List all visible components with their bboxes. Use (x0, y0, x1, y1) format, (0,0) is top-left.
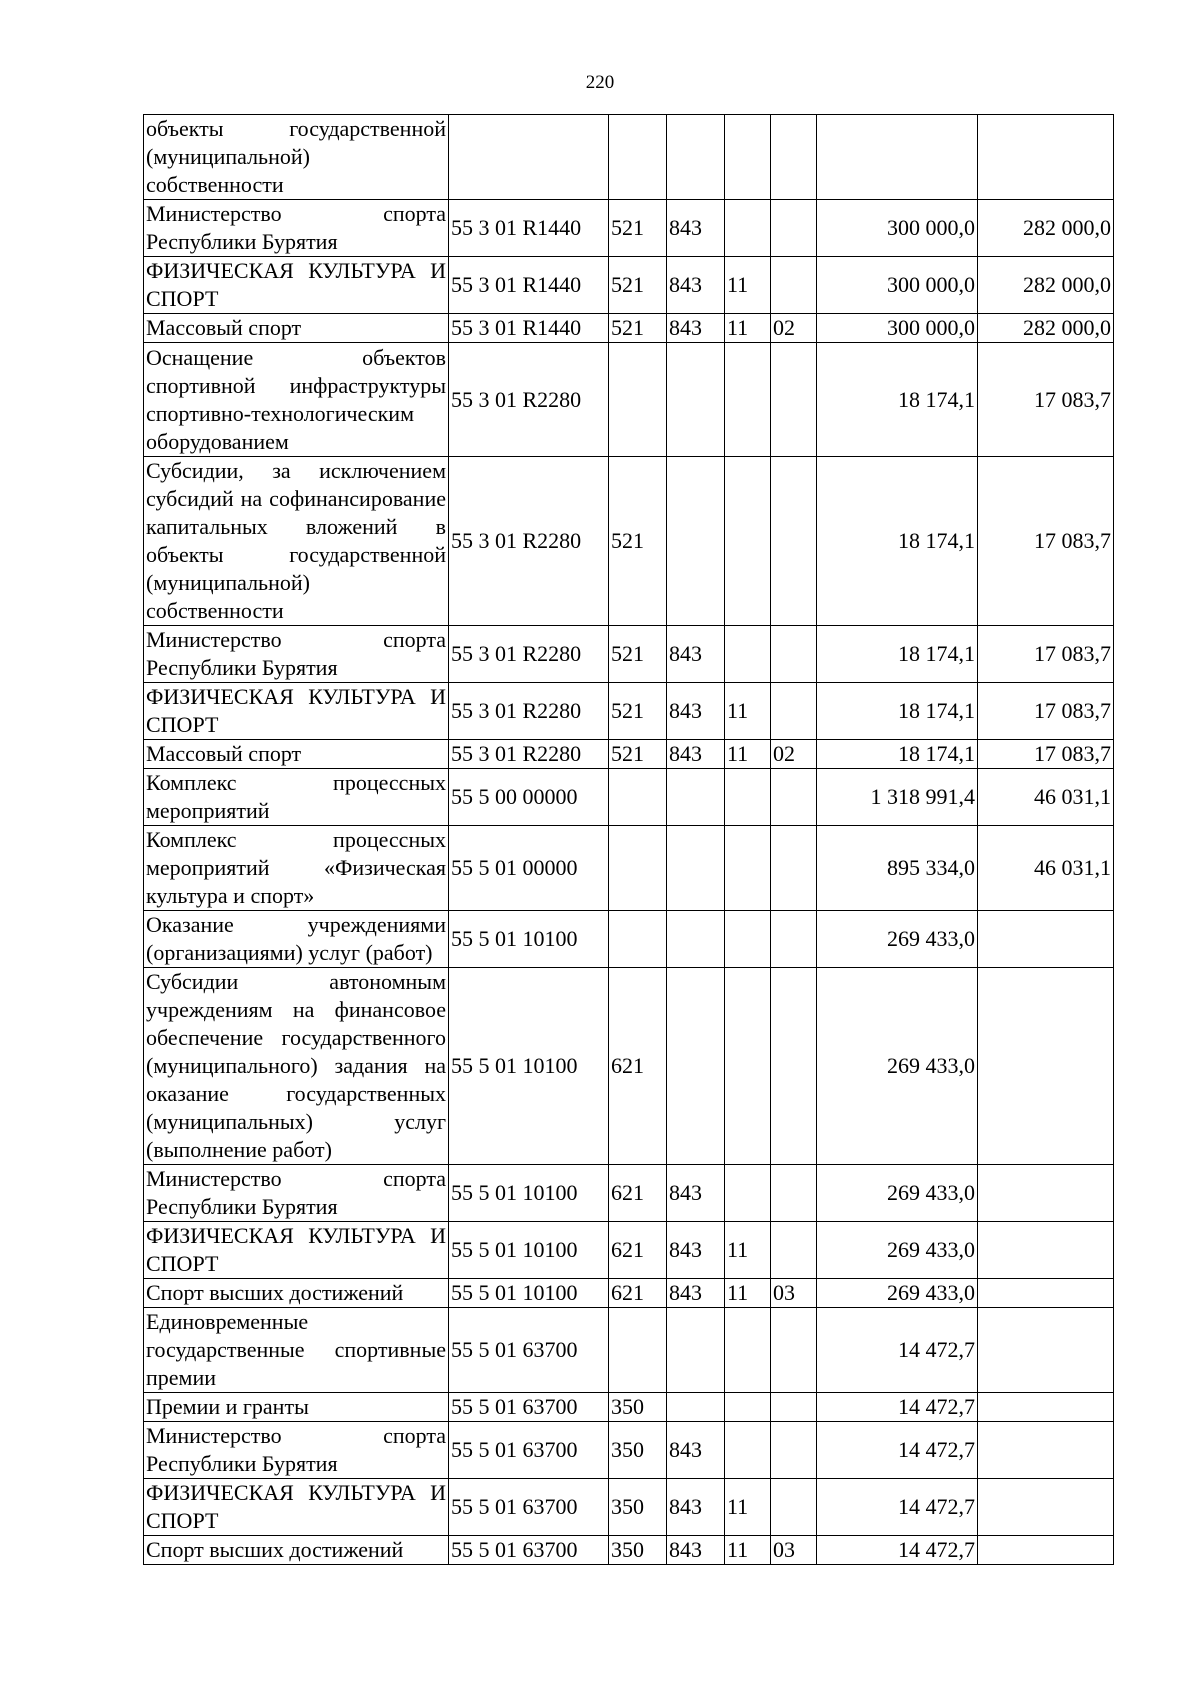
row-rz (725, 968, 771, 1165)
row-code: 55 3 01 R2280 (449, 740, 609, 769)
row-code: 55 3 01 R2280 (449, 457, 609, 626)
row-sum-1: 14 472,7 (817, 1308, 978, 1393)
row-sum-2: 17 083,7 (978, 343, 1114, 457)
row-rz (725, 826, 771, 911)
row-rz: 11 (725, 257, 771, 314)
row-vr: 350 (609, 1422, 667, 1479)
row-name: Министерство спорта Республики Бурятия (144, 200, 449, 257)
row-sum-1: 14 472,7 (817, 1536, 978, 1565)
row-code: 55 5 01 10100 (449, 968, 609, 1165)
row-sum-1: 14 472,7 (817, 1422, 978, 1479)
row-sum-1: 269 433,0 (817, 1165, 978, 1222)
table-row (144, 1222, 1114, 1279)
row-rz: 11 (725, 1222, 771, 1279)
row-sum-1: 300 000,0 (817, 314, 978, 343)
row-vr: 621 (609, 1165, 667, 1222)
row-pr (771, 257, 817, 314)
row-sum-2 (978, 1279, 1114, 1308)
row-pr (771, 1165, 817, 1222)
budget-table (143, 114, 1114, 1565)
table-row (144, 457, 1114, 626)
table-row (144, 968, 1114, 1165)
row-vr (609, 115, 667, 200)
row-grbs: 843 (667, 1165, 725, 1222)
row-rz: 11 (725, 683, 771, 740)
row-vr: 521 (609, 457, 667, 626)
row-vr: 521 (609, 200, 667, 257)
row-pr (771, 1222, 817, 1279)
row-name: Комплекс процессных мероприятий (144, 769, 449, 826)
row-rz: 11 (725, 1479, 771, 1536)
row-vr: 621 (609, 968, 667, 1165)
row-sum-2 (978, 1536, 1114, 1565)
row-pr (771, 343, 817, 457)
row-sum-1: 269 433,0 (817, 1279, 978, 1308)
row-code: 55 5 01 63700 (449, 1393, 609, 1422)
row-vr: 521 (609, 314, 667, 343)
row-rz: 11 (725, 1279, 771, 1308)
page-number: 220 (585, 72, 615, 93)
table-row (144, 257, 1114, 314)
row-name: Субсидии автономным учреждениям на финансовое обеспечение государственного (муниципального) задания на оказание государственных (муниципальных) услуг (выполнение работ) (144, 968, 449, 1165)
row-code: 55 5 01 10100 (449, 1279, 609, 1308)
row-sum-2 (978, 1422, 1114, 1479)
row-pr (771, 1308, 817, 1393)
row-pr (771, 200, 817, 257)
row-sum-1: 18 174,1 (817, 457, 978, 626)
row-code: 55 3 01 R1440 (449, 200, 609, 257)
row-pr (771, 1393, 817, 1422)
row-pr (771, 457, 817, 626)
table-row (144, 769, 1114, 826)
row-name: ФИЗИЧЕСКАЯ КУЛЬТУРА И СПОРТ (144, 1222, 449, 1279)
row-sum-1: 300 000,0 (817, 257, 978, 314)
row-code: 55 3 01 R2280 (449, 343, 609, 457)
row-sum-2 (978, 1393, 1114, 1422)
table-row (144, 826, 1114, 911)
row-grbs (667, 826, 725, 911)
row-sum-2: 17 083,7 (978, 683, 1114, 740)
row-name: Премии и гранты (144, 1393, 449, 1422)
row-sum-1: 14 472,7 (817, 1393, 978, 1422)
row-grbs (667, 457, 725, 626)
table-row (144, 115, 1114, 200)
row-sum-1: 18 174,1 (817, 343, 978, 457)
row-sum-1: 269 433,0 (817, 968, 978, 1165)
row-name: Спорт высших достижений (144, 1536, 449, 1565)
table-row (144, 1422, 1114, 1479)
row-sum-2 (978, 1308, 1114, 1393)
row-rz (725, 457, 771, 626)
row-vr: 521 (609, 740, 667, 769)
row-name: Массовый спорт (144, 740, 449, 769)
row-rz (725, 343, 771, 457)
row-grbs: 843 (667, 257, 725, 314)
row-grbs: 843 (667, 626, 725, 683)
row-sum-2: 46 031,1 (978, 826, 1114, 911)
row-grbs (667, 343, 725, 457)
row-sum-2: 282 000,0 (978, 200, 1114, 257)
row-pr (771, 1479, 817, 1536)
row-vr (609, 343, 667, 457)
row-pr (771, 826, 817, 911)
row-vr: 621 (609, 1222, 667, 1279)
row-grbs: 843 (667, 1279, 725, 1308)
row-grbs (667, 769, 725, 826)
row-rz (725, 769, 771, 826)
table-row (144, 314, 1114, 343)
row-grbs: 843 (667, 1479, 725, 1536)
row-sum-2 (978, 1222, 1114, 1279)
row-code: 55 3 01 R2280 (449, 626, 609, 683)
row-pr: 02 (771, 740, 817, 769)
row-vr: 521 (609, 683, 667, 740)
row-grbs: 843 (667, 683, 725, 740)
row-pr (771, 115, 817, 200)
row-pr (771, 911, 817, 968)
table-row (144, 1279, 1114, 1308)
row-sum-2: 282 000,0 (978, 257, 1114, 314)
row-sum-1: 14 472,7 (817, 1479, 978, 1536)
row-grbs: 843 (667, 200, 725, 257)
row-name: Министерство спорта Республики Бурятия (144, 1422, 449, 1479)
row-sum-2 (978, 911, 1114, 968)
row-code: 55 5 01 00000 (449, 826, 609, 911)
row-grbs (667, 1393, 725, 1422)
row-pr (771, 1422, 817, 1479)
row-vr: 350 (609, 1393, 667, 1422)
row-code: 55 5 01 10100 (449, 1165, 609, 1222)
row-sum-1: 18 174,1 (817, 626, 978, 683)
row-name: Министерство спорта Республики Бурятия (144, 1165, 449, 1222)
row-rz (725, 911, 771, 968)
table-row (144, 1165, 1114, 1222)
row-grbs (667, 968, 725, 1165)
table-row (144, 911, 1114, 968)
row-rz: 11 (725, 740, 771, 769)
row-rz: 11 (725, 314, 771, 343)
row-sum-2: 17 083,7 (978, 740, 1114, 769)
row-name: объекты государственной (муниципальной) собственности (144, 115, 449, 200)
table-row (144, 626, 1114, 683)
row-code: 55 5 01 63700 (449, 1422, 609, 1479)
row-name: Массовый спорт (144, 314, 449, 343)
table-row (144, 1308, 1114, 1393)
row-grbs (667, 115, 725, 200)
row-code: 55 5 00 00000 (449, 769, 609, 826)
row-vr: 621 (609, 1279, 667, 1308)
row-grbs: 843 (667, 1422, 725, 1479)
table-row (144, 1536, 1114, 1565)
row-code (449, 115, 609, 200)
row-rz (725, 1308, 771, 1393)
row-vr: 350 (609, 1479, 667, 1536)
row-name: Оказание учреждениями (организациями) услуг (работ) (144, 911, 449, 968)
row-sum-1: 18 174,1 (817, 740, 978, 769)
row-name: Единовременные государственные спортивные премии (144, 1308, 449, 1393)
row-sum-1: 269 433,0 (817, 1222, 978, 1279)
row-vr: 521 (609, 257, 667, 314)
row-code: 55 3 01 R1440 (449, 257, 609, 314)
row-sum-1: 18 174,1 (817, 683, 978, 740)
row-vr (609, 911, 667, 968)
table-row (144, 200, 1114, 257)
row-sum-2: 17 083,7 (978, 626, 1114, 683)
row-sum-2 (978, 968, 1114, 1165)
row-pr: 02 (771, 314, 817, 343)
row-pr (771, 968, 817, 1165)
row-rz (725, 626, 771, 683)
row-grbs: 843 (667, 314, 725, 343)
row-code: 55 5 01 63700 (449, 1536, 609, 1565)
row-name: ФИЗИЧЕСКАЯ КУЛЬТУРА И СПОРТ (144, 257, 449, 314)
row-code: 55 5 01 63700 (449, 1479, 609, 1536)
row-sum-2 (978, 1165, 1114, 1222)
row-rz (725, 200, 771, 257)
row-vr: 350 (609, 1536, 667, 1565)
row-name: ФИЗИЧЕСКАЯ КУЛЬТУРА И СПОРТ (144, 683, 449, 740)
row-sum-1: 269 433,0 (817, 911, 978, 968)
row-vr: 521 (609, 626, 667, 683)
row-sum-1 (817, 115, 978, 200)
row-pr (771, 769, 817, 826)
row-pr: 03 (771, 1536, 817, 1565)
row-sum-2: 46 031,1 (978, 769, 1114, 826)
row-rz (725, 1422, 771, 1479)
table-row (144, 683, 1114, 740)
row-name: Комплекс процессных мероприятий «Физическая культура и спорт» (144, 826, 449, 911)
row-rz (725, 115, 771, 200)
row-rz (725, 1393, 771, 1422)
table-row (144, 1479, 1114, 1536)
row-grbs (667, 1308, 725, 1393)
row-vr (609, 769, 667, 826)
row-rz: 11 (725, 1536, 771, 1565)
row-name: Спорт высших достижений (144, 1279, 449, 1308)
row-rz (725, 1165, 771, 1222)
table-row (144, 343, 1114, 457)
row-pr (771, 626, 817, 683)
row-grbs (667, 911, 725, 968)
table-row (144, 740, 1114, 769)
row-grbs: 843 (667, 1222, 725, 1279)
row-code: 55 5 01 10100 (449, 1222, 609, 1279)
row-sum-1: 895 334,0 (817, 826, 978, 911)
row-vr (609, 826, 667, 911)
row-pr (771, 683, 817, 740)
row-sum-1: 1 318 991,4 (817, 769, 978, 826)
row-grbs: 843 (667, 1536, 725, 1565)
row-code: 55 3 01 R2280 (449, 683, 609, 740)
row-grbs: 843 (667, 740, 725, 769)
row-sum-2: 282 000,0 (978, 314, 1114, 343)
table-row (144, 1393, 1114, 1422)
row-sum-2 (978, 1479, 1114, 1536)
row-name: ФИЗИЧЕСКАЯ КУЛЬТУРА И СПОРТ (144, 1479, 449, 1536)
row-name: Министерство спорта Республики Бурятия (144, 626, 449, 683)
row-pr: 03 (771, 1279, 817, 1308)
row-sum-1: 300 000,0 (817, 200, 978, 257)
row-name: Субсидии, за исключением субсидий на софинансирование капитальных вложений в объекты государственной (муниципальной) собственности (144, 457, 449, 626)
row-vr (609, 1308, 667, 1393)
row-name: Оснащение объектов спортивной инфраструктуры спортивно-технологическим оборудованием (144, 343, 449, 457)
row-sum-2 (978, 115, 1114, 200)
row-code: 55 5 01 10100 (449, 911, 609, 968)
row-sum-2: 17 083,7 (978, 457, 1114, 626)
row-code: 55 3 01 R1440 (449, 314, 609, 343)
row-code: 55 5 01 63700 (449, 1308, 609, 1393)
